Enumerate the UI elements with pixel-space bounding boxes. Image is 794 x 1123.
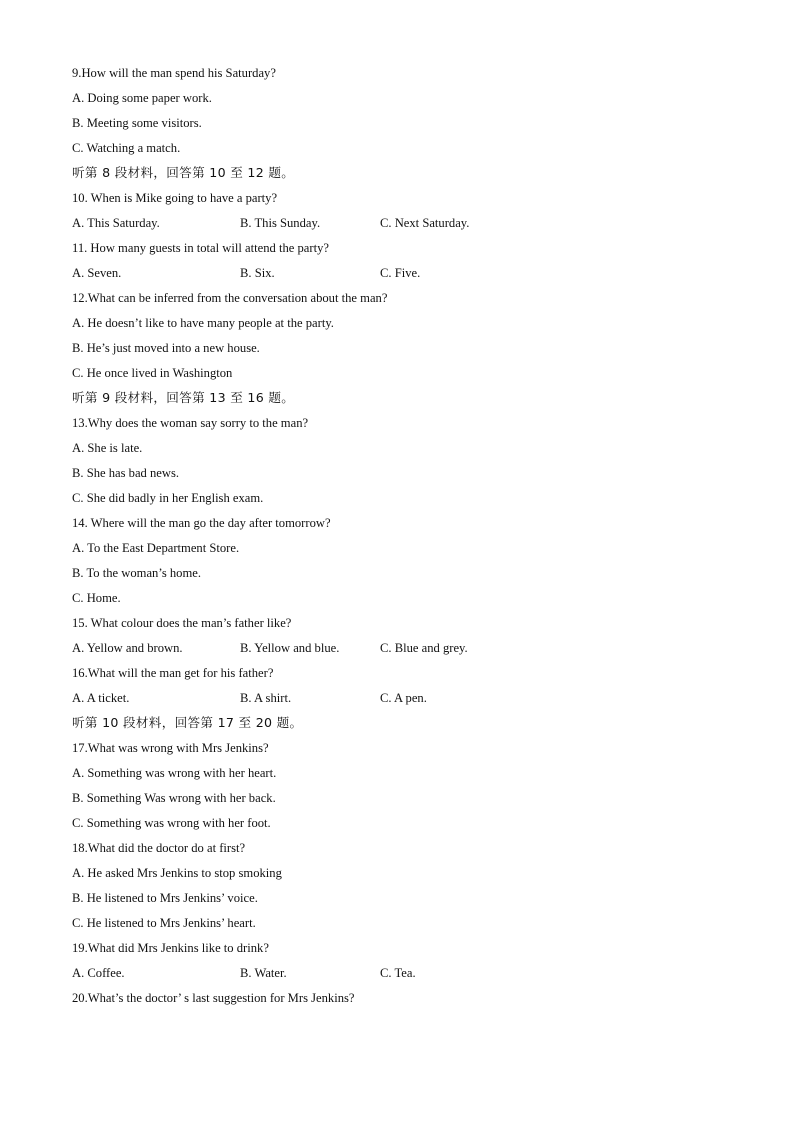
question-text: 9.How will the man spend his Saturday? (72, 66, 276, 80)
answer-options-row (72, 688, 732, 713)
answer-option: A. He doesn’t like to have many people at the party. (72, 316, 334, 330)
section-instruction: 听第 8 段材料，回答第 10 至 12 题。 (72, 165, 295, 180)
answer-option: B. Water. (240, 966, 287, 980)
answer-option: B. A shirt. (240, 691, 292, 705)
answer-option: C. Next Saturday. (380, 216, 470, 230)
exam-page (72, 63, 732, 1013)
section-instruction: 听第 10 段材料，回答第 17 至 20 题。 (72, 715, 303, 730)
answer-option: A. Something was wrong with her heart. (72, 766, 277, 780)
answer-option: A. Doing some paper work. (72, 91, 212, 105)
answer-option: B. Six. (240, 266, 275, 280)
answer-option: C. Five. (380, 266, 421, 280)
answer-option: B. She has bad news. (72, 466, 180, 480)
answer-option: B. He listened to Mrs Jenkins’ voice. (72, 891, 258, 905)
answer-option: A. He asked Mrs Jenkins to stop smoking (72, 866, 282, 880)
answer-option: A. To the East Department Store. (72, 541, 240, 555)
section-instruction: 听第 9 段材料，回答第 13 至 16 题。 (72, 390, 295, 405)
answer-option: C. Tea. (380, 966, 416, 980)
question-text: 20.What’s the doctor’ s last suggestion for Mrs Jenkins? (72, 991, 355, 1005)
answer-option: A. Seven. (72, 266, 122, 280)
answer-option: A. She is late. (72, 441, 143, 455)
answer-options-row (72, 263, 732, 288)
answer-option: C. A pen. (380, 691, 427, 705)
answer-options-row (72, 638, 732, 663)
answer-option: A. Coffee. (72, 966, 125, 980)
answer-option: C. Blue and grey. (380, 641, 468, 655)
answer-option: A. This Saturday. (72, 216, 160, 230)
answer-option: C. He listened to Mrs Jenkins’ heart. (72, 916, 256, 930)
question-text: 11. How many guests in total will attend the party? (72, 241, 329, 255)
answer-option: B. He’s just moved into a new house. (72, 341, 260, 355)
question-text: 16.What will the man get for his father? (72, 666, 274, 680)
answer-option: B. Meeting some visitors. (72, 116, 202, 130)
answer-options-row (72, 213, 732, 238)
answer-option: B. This Sunday. (240, 216, 321, 230)
answer-option: C. Watching a match. (72, 141, 181, 155)
question-text: 13.Why does the woman say sorry to the man? (72, 416, 309, 430)
answer-option: C. Home. (72, 591, 121, 605)
answer-option: C. She did badly in her English exam. (72, 491, 264, 505)
question-text: 17.What was wrong with Mrs Jenkins? (72, 741, 269, 755)
question-text: 12.What can be inferred from the conversation about the man? (72, 291, 388, 305)
question-text: 10. When is Mike going to have a party? (72, 191, 278, 205)
answer-option: A. A ticket. (72, 691, 130, 705)
answer-option: C. He once lived in Washington (72, 366, 233, 380)
answer-option: C. Something was wrong with her foot. (72, 816, 271, 830)
answer-option: B. Something Was wrong with her back. (72, 791, 276, 805)
question-text: 19.What did Mrs Jenkins like to drink? (72, 941, 269, 955)
question-text: 15. What colour does the man’s father like? (72, 616, 292, 630)
answer-options-row (72, 963, 732, 988)
answer-option: B. Yellow and blue. (240, 641, 340, 655)
answer-option: B. To the woman’s home. (72, 566, 202, 580)
answer-option: A. Yellow and brown. (72, 641, 183, 655)
question-text: 18.What did the doctor do at first? (72, 841, 246, 855)
question-text: 14. Where will the man go the day after tomorrow? (72, 516, 331, 530)
